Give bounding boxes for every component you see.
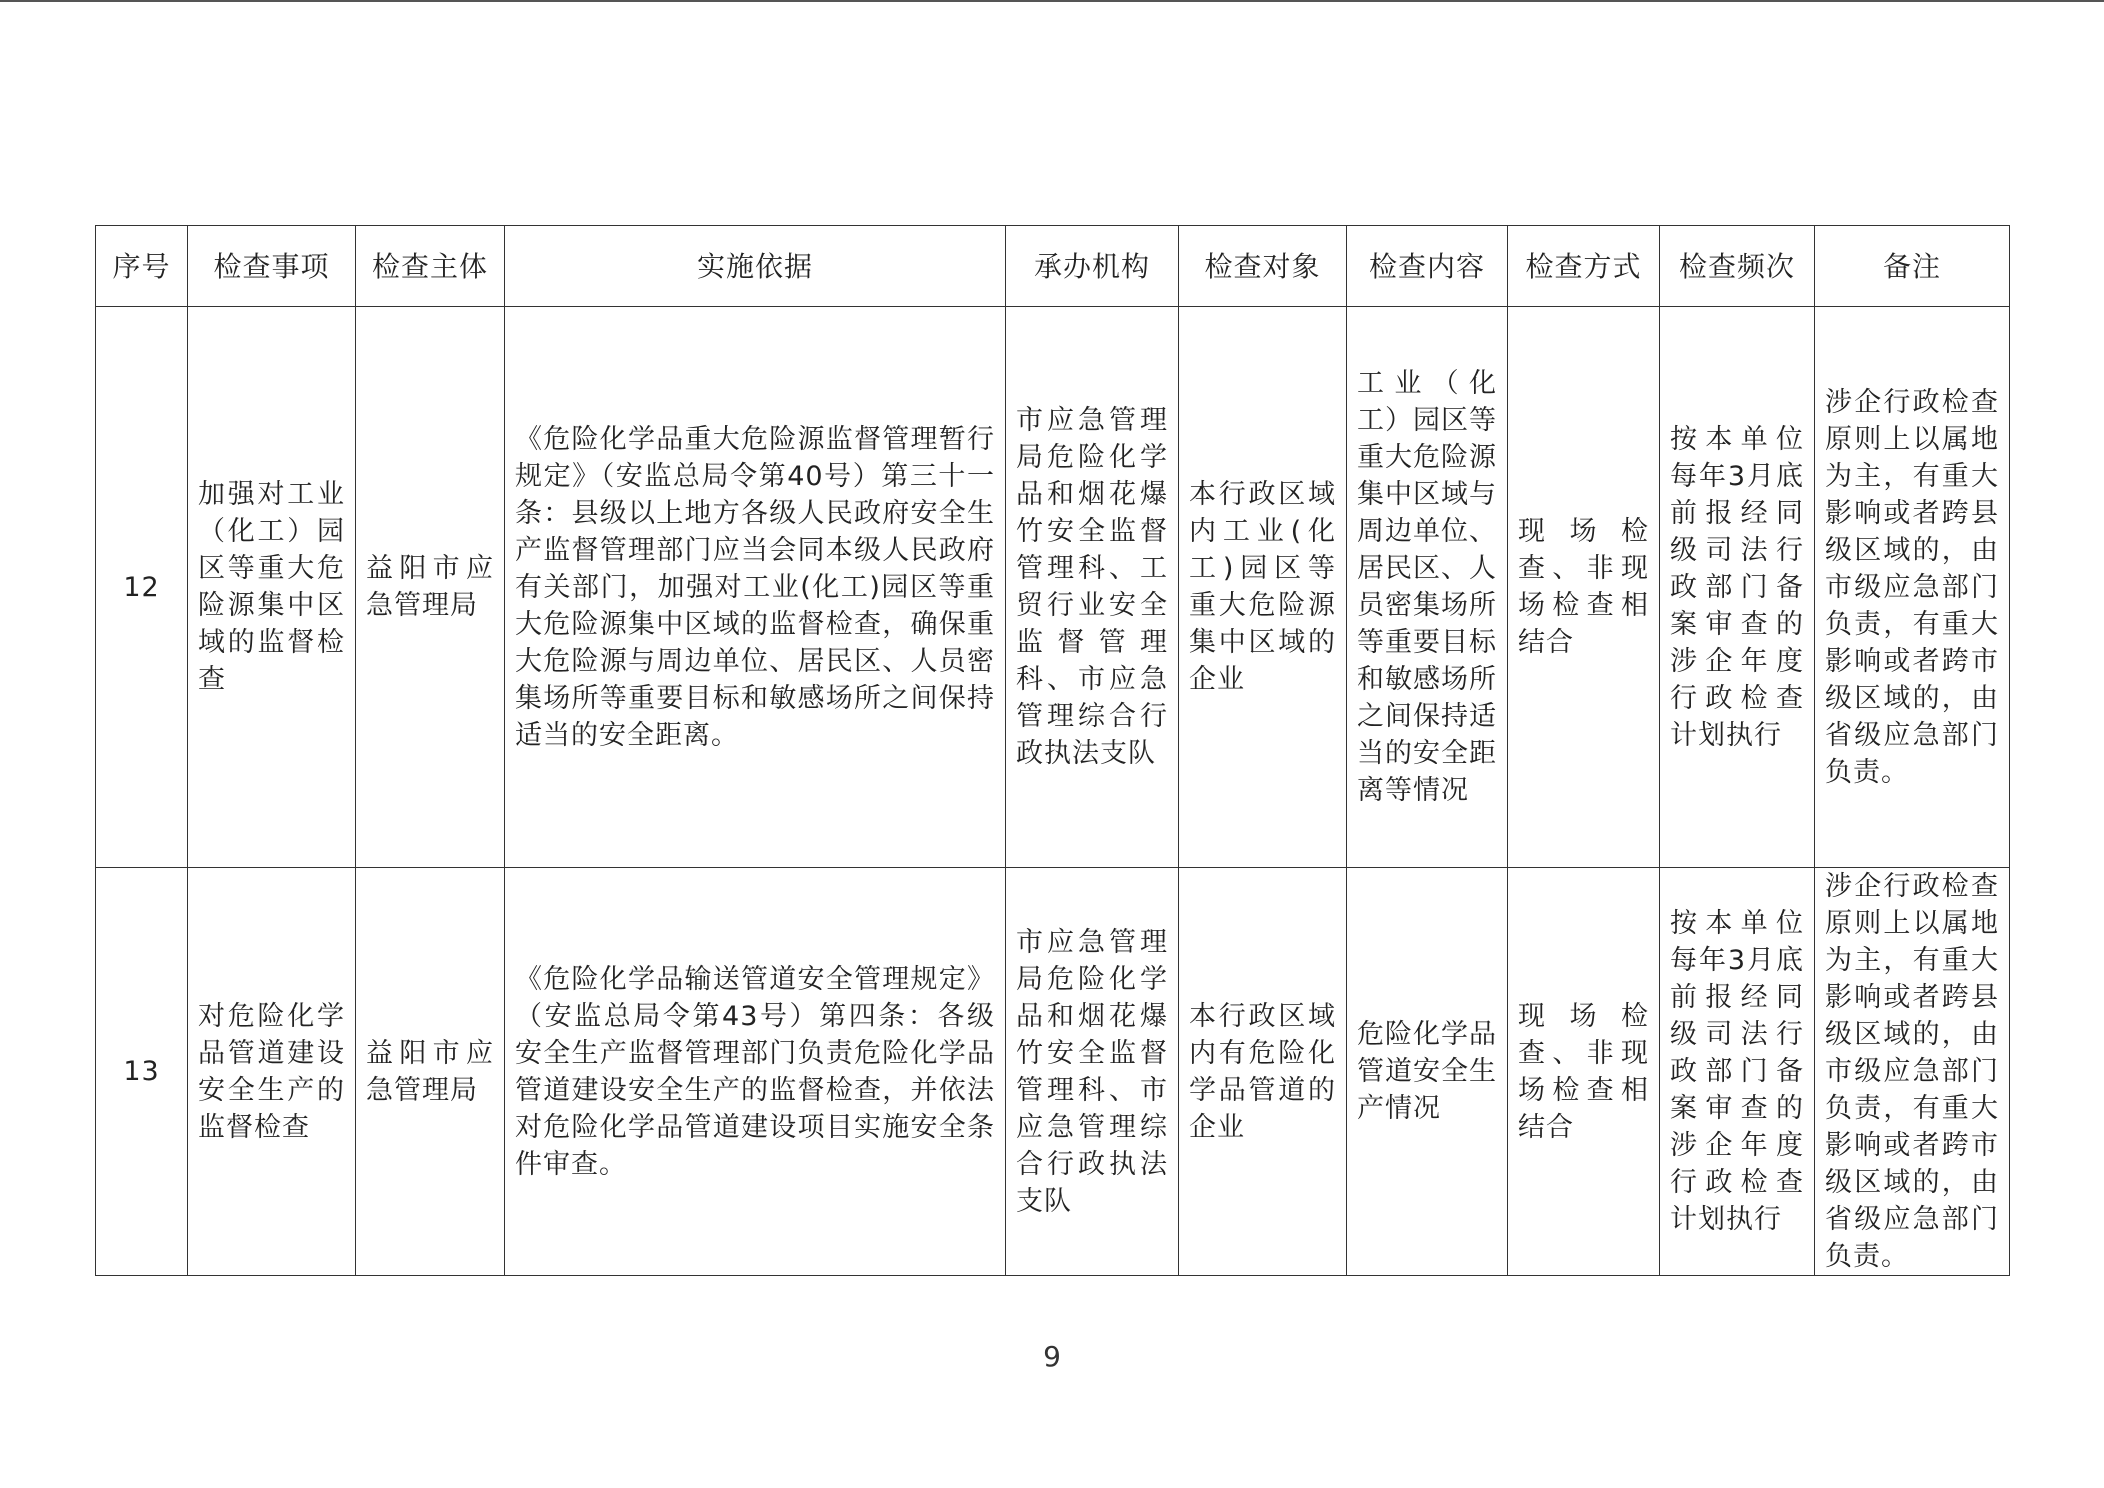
subject-cell: 益阳市应急管理局: [356, 307, 505, 868]
row-number-cell: 12: [96, 307, 188, 868]
header-cell-remark: 备注: [1815, 226, 2010, 307]
table-row: [96, 307, 2010, 868]
header-cell-method: 检查方式: [1508, 226, 1660, 307]
remark-cell: 涉企行政检查原则上以属地为主，有重大影响或者跨县级区域的，由市级应急部门负责，有重大影响或者跨市级区域的，由省级应急部门负责。: [1815, 868, 2010, 1276]
basis-cell: 《危险化学品重大危险源监督管理暂行规定》（安监总局令第40号）第三十一条：县级以上地方各级人民政府安全生产监督管理部门应当会同本级人民政府有关部门，加强对工业(化工)园区等重大危险源集中区域的监督检查，确保重大危险源与周边单位、居民区、人员密集场所等重要目标和敏感场所之间保持适当的安全距离。: [505, 307, 1006, 868]
header-cell-agency: 承办机构: [1006, 226, 1179, 307]
header-cell-frequency: 检查频次: [1660, 226, 1815, 307]
header-cell-content: 检查内容: [1347, 226, 1508, 307]
item-cell: 对危险化学品管道建设安全生产的监督检查: [188, 868, 356, 1276]
target-cell: 本行政区域内工业(化工)园区等重大危险源集中区域的企业: [1179, 307, 1347, 868]
inspection-items-table: [95, 225, 2010, 1276]
top-border-line: [0, 0, 2104, 2]
remark-cell: 涉企行政检查原则上以属地为主，有重大影响或者跨县级区域的，由市级应急部门负责，有重大影响或者跨市级区域的，由省级应急部门负责。: [1815, 307, 2010, 868]
header-cell-item: 检查事项: [188, 226, 356, 307]
row-number-cell: 13: [96, 868, 188, 1276]
content-cell: 工业（化工）园区等重大危险源集中区域与周边单位、居民区、人员密集场所等重要目标和敏感场所之间保持适当的安全距离等情况: [1347, 307, 1508, 868]
method-cell: 现场检查、非现场检查相结合: [1508, 307, 1660, 868]
item-cell: 加强对工业（化工）园区等重大危险源集中区域的监督检查: [188, 307, 356, 868]
content-cell: 危险化学品管道安全生产情况: [1347, 868, 1508, 1276]
agency-cell: 市应急管理局危险化学品和烟花爆竹安全监督管理科、工贸行业安全监督管理科、市应急管理综合行政执法支队: [1006, 307, 1179, 868]
frequency-cell: 按本单位每年3月底前报经同级司法行政部门备案审查的涉企年度行政检查计划执行: [1660, 868, 1815, 1276]
basis-cell: 《危险化学品输送管道安全管理规定》（安监总局令第43号）第四条：各级安全生产监督管理部门负责危险化学品管道建设安全生产的监督检查，并依法对危险化学品管道建设项目实施安全条件审查。: [505, 868, 1006, 1276]
header-cell-target: 检查对象: [1179, 226, 1347, 307]
target-cell: 本行政区域内有危险化学品管道的企业: [1179, 868, 1347, 1276]
frequency-cell: 按本单位每年3月底前报经同级司法行政部门备案审查的涉企年度行政检查计划执行: [1660, 307, 1815, 868]
header-cell-basis: 实施依据: [505, 226, 1006, 307]
table-header-row: [96, 226, 2010, 307]
header-cell-subject: 检查主体: [356, 226, 505, 307]
method-cell: 现场检查、非现场检查相结合: [1508, 868, 1660, 1276]
subject-cell: 益阳市应急管理局: [356, 868, 505, 1276]
page-number: 9: [1043, 1340, 1061, 1373]
agency-cell: 市应急管理局危险化学品和烟花爆竹安全监督管理科、市应急管理综合行政执法支队: [1006, 868, 1179, 1276]
header-cell-number: 序号: [96, 226, 188, 307]
table-row: [96, 868, 2010, 1276]
